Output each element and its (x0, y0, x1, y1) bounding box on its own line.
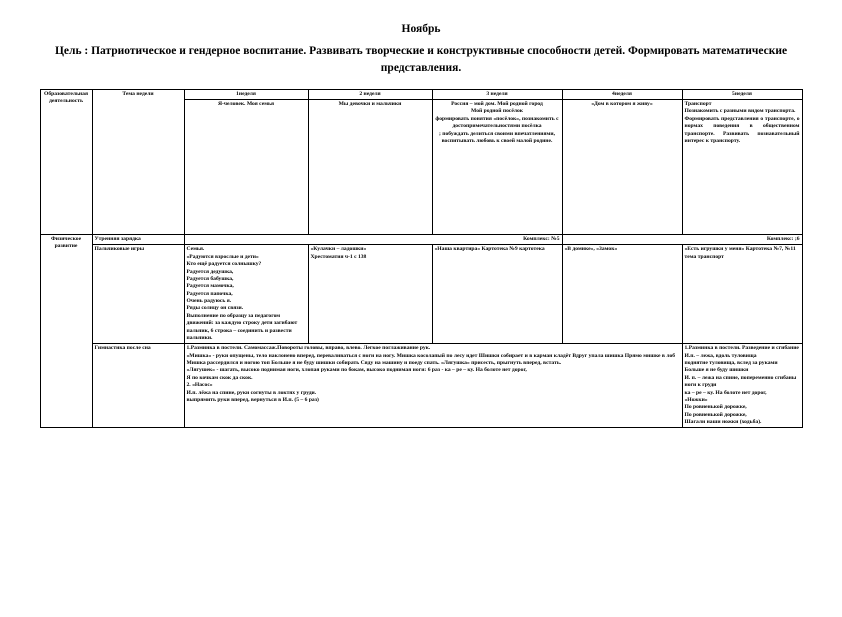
theme-week-1: Я-человек. Моя семья (184, 100, 308, 235)
row-label-finger-games: Пальчиковые игры (92, 245, 184, 344)
header-week-4: 4неделя (562, 89, 682, 99)
theme-week-5: Транспорт Познакомить с разными видом транспорта. Формировать представления о транспорте, о нормах поведения в общественном транспорте. Развивать познавательный интерес к транспорту. (682, 100, 802, 235)
finger-games-week-4: «В домике», «Замок» (562, 245, 682, 344)
header-week-5: 5неделя (682, 89, 802, 99)
table-gymnastics-row (40, 344, 802, 428)
finger-games-week-2: «Кулачки – ладошки» Хрестоматия ч-1 с 138 (308, 245, 432, 344)
gymnastics-text-right: 1.Разминка в постели. Разведение и сгибание И.п. – лежа, вдоль туловища поднятие туловища, вслед за руками Больше я не буду шишки И. п. – лежа на спине, попеременно сгибаны ноги к груди ка – ре – ку. На болоте нет дорог, «Ножки» По ровненькой дорожке, По ровненькой дорожке, Шагали наши ножки (ходьба). (682, 344, 802, 428)
document-page (0, 22, 842, 617)
header-week-3: 3 неделя (432, 89, 562, 99)
header-theme-column: Тема недели (92, 89, 184, 234)
page-goal: Цель : Патриотическое и гендерное воспитание. Развивать творческие и конструктивные способности детей. Формировать математические представления. (54, 45, 788, 75)
morning-exercise-complex-right: Комплекс: ;6 (562, 235, 802, 245)
table-morning-exercise-row (40, 235, 802, 245)
gymnastics-text-left: 1.Разминка в постели. Самомассаж.Повороты головы, вправо, влево. Легкое поглаживание рук. «Мишка» - руки опущены, тело наклонено вперед, переваливаться с ноги на ногу. Мишка косолапый по лесу идет Шишки собирает и в карман кладёт Вдруг упала шишка Прямо мишке в лоб Мишка рассердился и ногою топ Больше я не буду шишки собирать Сяду на машину и поеду спать. «Лягушка» присесть, прыгнуть вперед, встать. «Лягушек» - шагать, высоко поднимая ноги, хлопая руками по бокам, высоко поднимая ноги: 6 раз - ка – ре – ку. На болоте нет дорог, Я по кочкам скок да скок. 2. «Насос» И.п. лёжа на спине, руки согнуты в локтях у груди. выпрямить руки вперед, вернуться в И.п. (5 – 6 раз) (184, 344, 682, 428)
theme-week-2: Мы девочки и мальчики (308, 100, 432, 235)
row-label-morning-exercise: Утренняя зарядка (92, 235, 184, 245)
page-title: Ноябрь (401, 23, 441, 35)
header-week-1: 1неделя (184, 89, 308, 99)
header-activity-column: Образовательная деятельность (40, 89, 92, 234)
planning-table (40, 89, 803, 429)
header-week-2: 2 неделя (308, 89, 432, 99)
table-finger-games-row (40, 245, 802, 344)
table-header-row (40, 89, 802, 99)
finger-games-week-5: «Есть игрушки у меня» Картотека №7, №11 тема транспорт (682, 245, 802, 344)
row-label-gymnastics-after-sleep: Гимнастика после сна (92, 344, 184, 428)
finger-games-week-1: Семья. «Радуются взрослые и дети» Кто ещё радуется солнышку? Радуется дедушка, Радуется бабушка, Радуется мамочка, Радуется папочка, Очень радуюсь я. Ряды солнцу он связи. Выполнение по образцу за педагогом движений: за каждую строку дети загибают пальчик, 6 строка – соединить и развести пальчики. (184, 245, 308, 344)
theme-week-4: «Дом в котором я живу» (562, 100, 682, 235)
finger-games-week-3: «Наша квартира» Картотека №9 картотека (432, 245, 562, 344)
morning-exercise-complex-left: Комплекс: №5 (184, 235, 562, 245)
theme-week-3: Россия – мой дом. Мой родной город Мой родной посёлок формировать понятия «посёлок», познакомить с достопримечательностями посёлка ; побуждать делиться своими впечатлениями, воспитывать любовь к своей малой родине. (432, 100, 562, 235)
section-label-physical-development: Физическое развитие (40, 235, 92, 428)
